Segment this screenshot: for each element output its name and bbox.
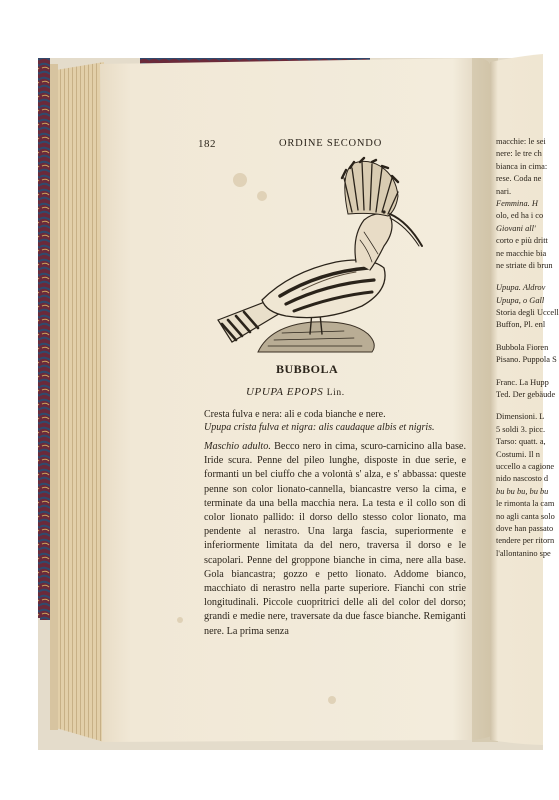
diagnosis-latin: Upupa crista fulva et nigra: alis caudaque albis et nigris.	[204, 422, 435, 433]
right-line: Storia degli Uccell	[496, 308, 559, 318]
right-line: bu bu bu, bu bu	[496, 486, 549, 496]
running-head	[176, 136, 464, 154]
right-line: bianca in cima:	[496, 161, 548, 171]
running-head-title: ORDINE SECONDO	[279, 138, 383, 149]
binomial-author: Lin.	[326, 388, 345, 398]
right-page-text	[496, 136, 559, 560]
right-line: Dimensioni. L	[496, 412, 545, 422]
right-line: Ted. Der gebäude	[496, 390, 556, 400]
binomial-text: UPUPA EPOPS	[246, 386, 324, 398]
right-line	[496, 272, 556, 282]
right-line: Femmina. H	[496, 198, 538, 208]
right-line: le rimonta la cam	[496, 499, 555, 509]
binomial-name	[246, 386, 345, 398]
paragraph-lead: Maschio adulto.	[204, 441, 271, 452]
right-line: rese. Coda ne	[496, 174, 542, 184]
right-line: uccello a cagione	[496, 461, 555, 471]
right-line: Upupa. Aldrov	[496, 283, 546, 293]
right-line: Franc. La Hupp	[496, 377, 549, 387]
right-line: Pisano. Puppola S	[496, 355, 557, 365]
species-title: BUBBOLA	[276, 362, 339, 376]
right-line: tendere per ritorn	[496, 536, 555, 546]
right-line: nari.	[496, 186, 512, 196]
right-line	[496, 332, 556, 342]
right-line	[496, 401, 556, 411]
right-line: Tarso: quatt. a,	[496, 437, 546, 447]
right-line	[496, 367, 556, 377]
diagnosis-italian: Cresta fulva e nera: ali e coda bianche e nere.	[204, 409, 386, 420]
diagnosis	[204, 408, 466, 434]
right-line: nere: le tre ch	[496, 149, 542, 159]
page-edges	[50, 62, 104, 742]
right-line: Upupa, o Gall	[496, 295, 545, 305]
right-line: nido nascosto d	[496, 474, 549, 484]
paragraph-body: Becco nero in cima, scuro-carnicino alla base. Iride scura. Penne del pileo lunghe, disposte in due serie, e formanti un bel ciuffo che a volontà s' alza, e s' abbassa: queste penne son color lionato-cannella, biancastre verso la cima, e terminate da una bella macchia nera. La testa e il collo son di color lionato pallido: il dorso dello stesso color lionato, ma pendente al nerastro. Una larga fascia, superiormente e inferiormente limitata da del nero, traversa il dorso e le scapolari. Penne del groppone bianche in cima, nere alla base. Gola biancastra; gozzo e petto lionato. Addome bianco, macchiato di nerastro nella parte superiore. Fianchi con strie longitudinali. Piccole cuopritrici delle ali del color del dorso; grandi e medie nere, traversate da due fasce bianche. Remiganti nere. La prima senza	[204, 441, 466, 637]
right-line: ne striate di brun	[496, 260, 553, 270]
right-line: Giovani all'	[496, 223, 536, 233]
right-line: ne macchie bia	[496, 248, 547, 258]
right-line: l'allontanino spe	[496, 548, 551, 558]
right-line: corto e più dritt	[496, 236, 548, 246]
right-line: macchie: le sei	[496, 137, 546, 146]
left-page	[100, 58, 492, 742]
left-page-text	[176, 136, 466, 637]
right-line: Bubbola Fioren	[496, 342, 549, 352]
right-line: 5 soldi 3. picc.	[496, 424, 546, 434]
description-paragraph	[204, 440, 466, 639]
right-line: Buffon, Pl. enl	[496, 320, 546, 330]
right-line: no agli canta solo	[496, 511, 555, 521]
right-line: dove han passato	[496, 523, 554, 533]
right-line: olo, ed ha i co	[496, 211, 544, 221]
page-number: 182	[198, 138, 216, 150]
right-line: Costumi. Il n	[496, 449, 540, 459]
